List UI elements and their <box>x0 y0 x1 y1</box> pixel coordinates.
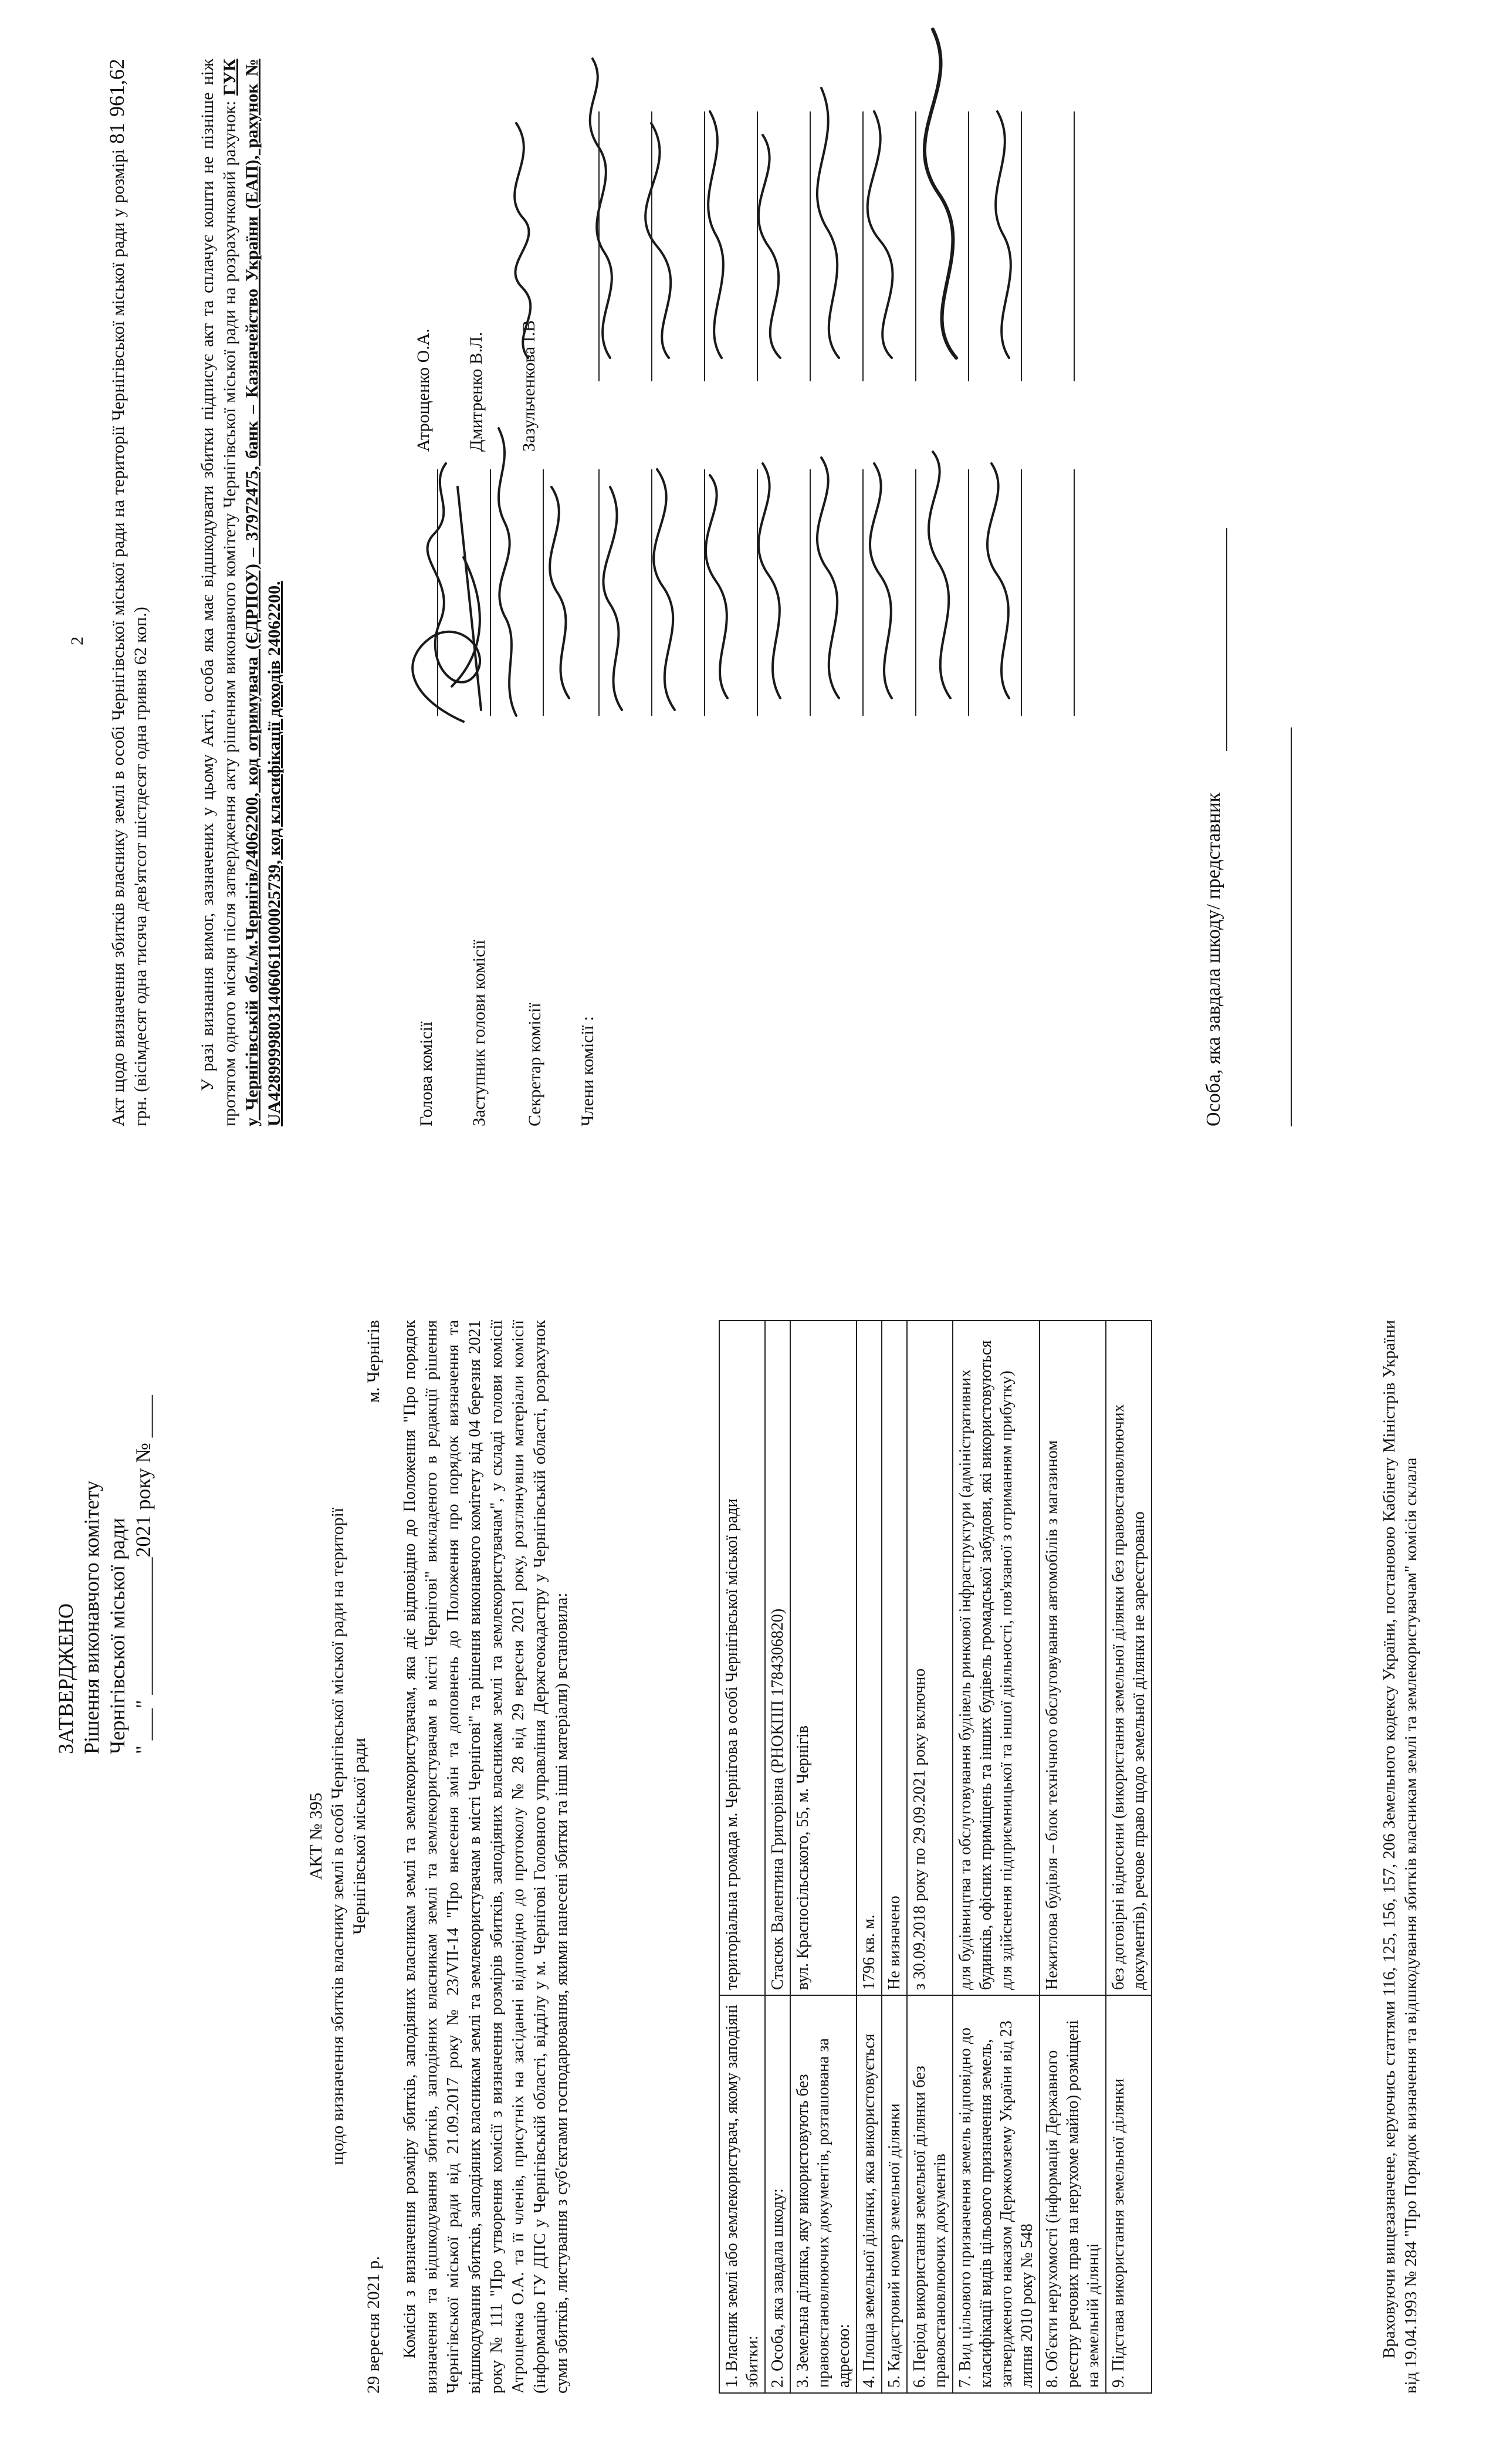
obligation-text: У разі визнання вимог, зазначених у цьому Акті, особа яка має відшкодувати збитки підписує акт та сплачує кошти не пізніше ніж протягом одного місяця після затвердження акту рішенням виконавчого комітету Чернігівської міської ради на розрахунковий рахунок: <box>198 59 239 1126</box>
handwritten-signatures <box>375 0 1109 733</box>
row-key: 2. Особа, яка завдала шкоду: <box>765 1995 790 2393</box>
secretary-name: Зазульченкова І.В <box>519 320 539 452</box>
row-value: територіальна громада м. Чернігова в особі Чернігівської міської ради <box>719 1321 765 1995</box>
page-1 <box>0 1232 1496 2464</box>
table-row <box>1106 1321 1152 2393</box>
act-subtitle-1: щодо визначення збитків власнику землі в особі Чернігівської міської ради на території <box>328 1507 347 2165</box>
row-key: 6. Період використання земельної ділянки без правовстановлюючих документів <box>907 1995 953 2393</box>
head-name: Атрощенко О.А. <box>414 329 433 452</box>
row-value: Не визначено <box>882 1321 907 1995</box>
act-number: АКТ № 395 <box>306 1792 326 1880</box>
row-key: 5. Кадастровий номер земельної ділянки <box>882 1995 907 2393</box>
table-row <box>1040 1321 1106 2393</box>
table-row <box>882 1321 907 2393</box>
act-date: 29 вересня 2021 р. <box>364 2256 383 2394</box>
responsible-signature-line <box>1226 528 1227 751</box>
deputy-name: Дмитренко В.Л. <box>466 331 486 452</box>
row-value: вул. Красносільського, 55, м. Чернігів <box>790 1321 857 1995</box>
row-value: Стасюк Валентина Григорівна (РНОКПП 1784306820) <box>765 1321 790 1995</box>
row-value: з 30.09.2018 року по 29.09.2021 року включно <box>907 1321 953 1995</box>
damages-text-b: грн. (вісімдесят одна тисяча дев'ятсот шістдесят одна гривня 62 коп.) <box>131 607 150 1126</box>
approval-line-3: " ___" _____________2021 року № ____ <box>131 1395 155 1754</box>
table-row <box>953 1321 1040 2393</box>
page-number: 2 <box>67 637 87 645</box>
responsible-person-label: Особа, яка завдала шкоду/ представник <box>1203 792 1224 1126</box>
damages-amount: 81 961,62 <box>105 58 128 144</box>
row-key: 8. Об'єкти нерухомості (інформація Державного реєстру речових прав на нерухоме майно) розміщені на земельній ділянці <box>1040 1995 1106 2393</box>
facts-table <box>719 1320 1152 2394</box>
row-key: 1. Власник землі або землекористувач, якому заподіяні збитки: <box>719 1995 765 2393</box>
act-city: м. Чернігів <box>364 1320 383 1403</box>
table-row <box>857 1321 882 2393</box>
deputy-label: Заступник голови комісії <box>469 939 489 1126</box>
row-value: Нежитлова будівля – блок технічного обслуговування автомобілів з магазином <box>1040 1321 1106 1995</box>
secretary-label: Секретар комісії <box>525 1003 544 1126</box>
damages-paragraph <box>106 59 152 1126</box>
row-value: для будівництва та обслуговування будівель ринкової інфраструктури (адміністративних будинків, офісних приміщень та інших будівель громадської забудови, які використовуються для здійснення підприємницької та іншої діяльності, пов'язаної з отриманням прибутку) <box>953 1321 1040 1995</box>
row-key: 3. Земельна ділянка, яку використовують без правовстановлюючих документів, розташована за адресою: <box>790 1995 857 2393</box>
row-key: 4. Площа земельної ділянки, яка використовується <box>857 1995 882 2393</box>
damages-text-a: Акт щодо визначення збитків власнику землі в особі Чернігівської міської ради на території Чернігівської міської ради у розмірі <box>109 149 128 1126</box>
head-label: Голова комісії <box>417 1021 436 1126</box>
row-key: 7. Вид цільового призначення земель відповідно до класифікації видів цільового призначення земель, затвердженого наказом Держкомзему України від 23 липня 2010 року № 548 <box>953 1995 1040 2393</box>
table-row <box>790 1321 857 2393</box>
row-value: без договірні відносини (використання земельної ділянки без правовстановлюючих документів), речове право щодо земельної ділянки не зареєстровано <box>1106 1321 1152 1995</box>
table-row <box>907 1321 953 2393</box>
row-key: 9. Підстава використання земельної ділянки <box>1106 1995 1152 2393</box>
act-subtitle-2: Чернігівської міської ради <box>350 1738 369 1935</box>
act-intro-paragraph: Комісія з визначення розміру збитків, заподіяних власникам землі та землекористувачам, яка діє відповідно до Положення "Про порядок визначення та відшкодування збитків, заподіяних власникам землі та землекористувачам в місті Чернігові" викладеного в редакції рішення Чернігівської міської ради від 21.09.2017 року № 23/VII-14 "Про внесення змін та доповнень до Положення про порядок визначення та відшкодування збитків, заподіяних власникам землі та землекористувачам в місті Чернігові" та рішення виконавчого комітету від 04 березня 2021 року № 111 "Про утворення комісії з визначення розмірів збитків, заподіяних власникам землі та землекористувачам", у складі голови комісії Атрощенка О.А. та її членів, присутніх на засіданні відповідно до протоколу № 28 від 29 вересня 2021 року, розглянувши матеріали комісії (інформацію ГУ ДПС у Чернігівській області, відділу у м. Чернігові Головного управління Держгеокадастру у Чернігівській області, розрахунок суми збитків, листування з суб'єктами господарювання, якими нанесені збитки та інші матеріали) встановила: <box>400 1320 571 2394</box>
approval-line-1: Рішення виконавчого комітету <box>80 1480 103 1754</box>
obligation-paragraph <box>197 59 286 1126</box>
act-title-block <box>305 1279 370 2394</box>
members-label: Члени комісії : <box>578 1016 597 1126</box>
approval-line-2: Чернігівської міської ради <box>106 1518 129 1754</box>
approval-block <box>53 1308 156 1754</box>
bank-details: ГУК у Чернігівській обл./м.Чернігів/24062200, код отримувача (ЄДРПОУ) – 37972475, банк – Казначейство України (ЕАП), рахунок № UA428999980314060611000025739, код класифікації доходів 24062200. <box>220 59 284 1126</box>
table-row <box>765 1321 790 2393</box>
responsible-name-line <box>1291 727 1292 1126</box>
approval-stamp: ЗАТВЕРДЖЕНО <box>54 1603 77 1754</box>
row-value: 1796 кв. м. <box>857 1321 882 1995</box>
table-row <box>719 1321 765 2393</box>
conclusion-paragraph: Враховуючи вищезазначене, керуючись статтями 116, 125, 156, 157, 206 Земельного кодексу України, постановою Кабінету Міністрів України від 19.04.1993 № 284 "Про Порядок визначення та відшкодування збитків власникам землі та землекористувачам" комісія склала <box>1380 1320 1420 2394</box>
